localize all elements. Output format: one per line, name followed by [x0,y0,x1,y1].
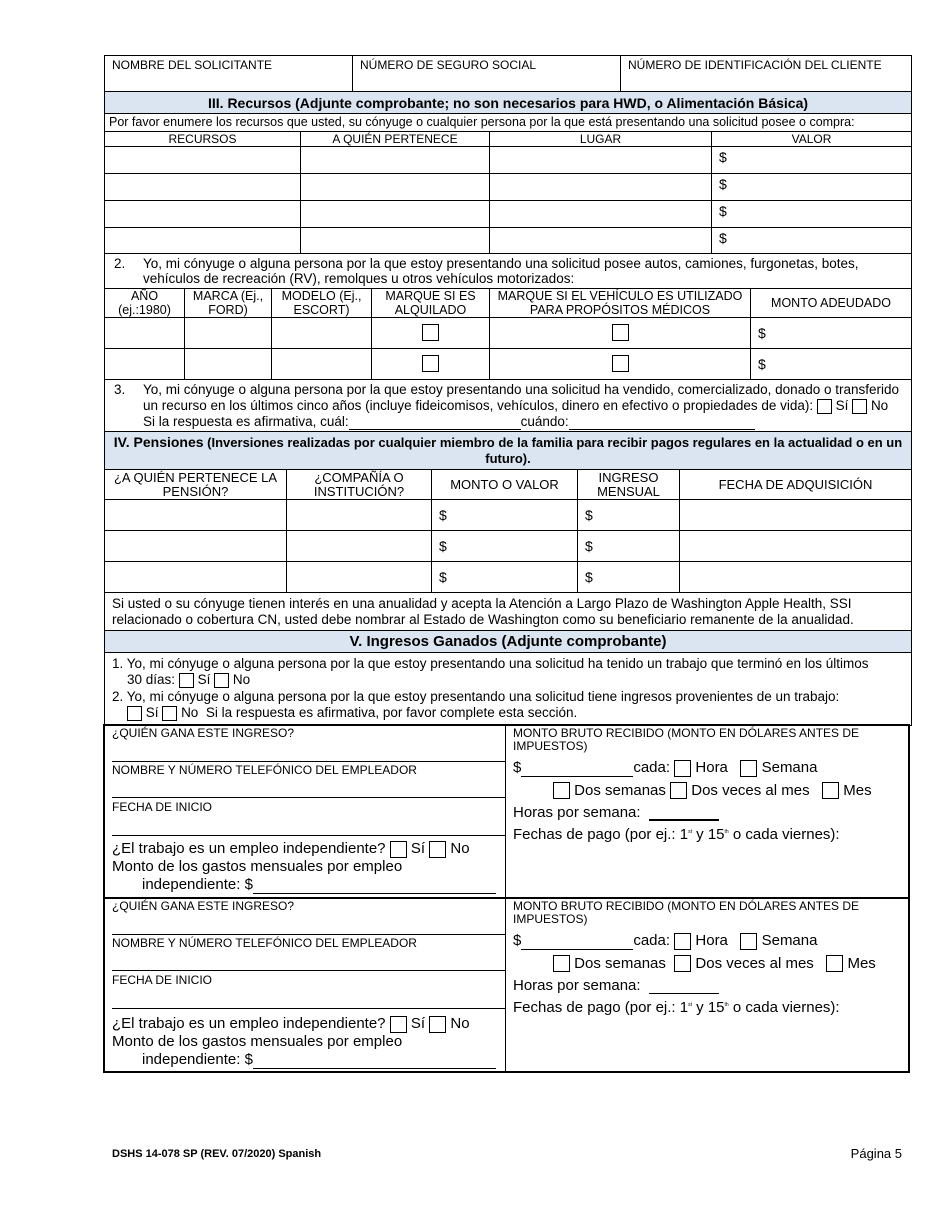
col-value: VALOR [712,132,912,147]
section3-title: III. Recursos (Adjunte comprobante; no son necesarios para HWD, o Alimentación Básica) [105,92,912,114]
s5-q2-cont: Si la respuesta es afirmativa, por favor complete esta sección. [205,705,578,720]
amount-cell[interactable] [432,562,578,593]
col-acquisition-date: FECHA DE ADQUISICIÓN [680,470,912,500]
biweekly-label: Dos semanas [574,954,666,972]
dollar-sign: $ [719,176,727,192]
s5-q2-no-checkbox[interactable] [162,706,177,721]
acquisition-date-cell[interactable] [680,531,912,562]
week-checkbox[interactable] [740,933,757,950]
q3-number: 3. [114,382,126,397]
gross-amount-label: MONTO BRUTO RECIBIDO (MONTO EN DÓLARES ANTES DE IMPUESTOS) [513,899,860,926]
pay-dates-label-c: o cada viernes): [728,999,840,1017]
year-cell[interactable] [105,318,185,349]
s5-q2-yes-checkbox[interactable] [127,706,142,721]
biweekly-label: Dos semanas [574,781,666,799]
q3-which-input[interactable] [349,415,521,430]
amount-owed-cell[interactable] [751,318,912,349]
table-row [105,500,912,531]
section5-title: V. Ingresos Ganados (Adjunte comprobante) [105,631,912,653]
pay-dates-label-b: y 15 [692,999,725,1017]
who-earns-label: ¿QUIÉN GANA ESTE INGRESO? [112,899,295,913]
col-monthly-income: INGRESO MENSUAL [578,470,680,500]
self-employed-no-checkbox[interactable] [429,841,446,858]
make-cell[interactable] [185,318,272,349]
hours-per-week-label: Horas por semana: [513,804,641,822]
self-employed-no-checkbox[interactable] [429,1016,446,1033]
pay-dates-sup-1: st [688,1002,692,1009]
monthly-income-cell[interactable] [578,562,680,593]
month-label: Mes [847,954,876,972]
q3-text: Yo, mi cónyuge o alguna persona por la que estoy presentando una solicitud ha vendido, comercializado, donado o transferido un recurso en los últimos cinco años (incluye fideicomisos, vehículos, dinero en efectivo o propiedades de vida): [143,382,900,413]
medical-checkbox[interactable] [612,355,629,372]
hour-checkbox[interactable] [674,933,691,950]
section5-questions [105,653,912,726]
twice-month-checkbox[interactable] [670,782,687,799]
section4-pensions-table [104,431,912,632]
table-row [105,174,912,201]
pay-dates-sup-2: th [724,1002,729,1009]
owner-cell[interactable] [301,201,490,228]
col-owner: A QUIÉN PERTENECE [301,132,490,147]
amount-cell[interactable] [432,531,578,562]
section4-title-bold: IV. Pensiones [113,434,204,450]
ssn-label: NÚMERO DE SEGURO SOCIAL [360,58,537,72]
dollar-sign: $ [758,325,766,341]
expenses-input[interactable] [253,1052,496,1069]
gross-dollar-sign: $ [513,932,522,949]
client-id-label: NÚMERO DE IDENTIFICACIÓN DEL CLIENTE [628,58,882,72]
month-checkbox[interactable] [826,955,843,972]
s5-q1-no-label: No [232,672,251,687]
expenses-label-2: independiente: $ [142,876,253,893]
who-earns-field[interactable] [112,726,505,762]
twice-month-label: Dos veces al mes [695,954,814,972]
value-cell[interactable] [712,147,912,174]
col-amount: MONTO O VALOR [432,470,578,500]
hour-label: Hora [695,759,728,776]
self-employed-no-label: No [450,840,470,857]
s5-q2-no-label: No [181,705,199,720]
resource-cell[interactable] [105,228,301,254]
earnings-left-col [105,726,506,897]
col-location: LUGAR [490,132,712,147]
transfer-question [105,380,912,433]
earnings-right-col [506,726,908,897]
pay-dates-row[interactable] [513,826,901,843]
dollar-sign: $ [439,569,447,585]
year-cell[interactable] [105,349,185,380]
monthly-income-cell[interactable] [578,500,680,531]
hours-row [513,977,901,994]
q3-yes-label: Sí [835,398,849,413]
q2-number: 2. [114,256,126,271]
hour-label: Hora [695,932,728,949]
earnings-left-col [105,899,506,1071]
employer-label: NOMBRE Y NÚMERO TELEFÓNICO DEL EMPLEADOR [112,763,417,777]
hours-per-week-label: Horas por semana: [513,977,641,995]
q3-no-label: No [870,398,889,413]
company-cell[interactable] [287,531,432,562]
leased-checkbox[interactable] [422,355,439,372]
earnings-right-col [506,899,908,1071]
frequency-row-2 [513,955,901,973]
earnings-block-1 [103,724,910,899]
resource-cell[interactable] [105,174,301,201]
company-cell[interactable] [287,562,432,593]
amount-owed-cell[interactable] [751,349,912,380]
dollar-sign: $ [719,149,727,165]
col-amount-owed: MONTO ADEUDADO [751,289,912,318]
owner-cell[interactable] [301,228,490,254]
q2-text: Yo, mi cónyuge o alguna persona por la que estoy presentando una solicitud posee autos, camiones, furgonetas, botes, vehículos de recreación (RV), remolques u otros vehículos motorizados: [143,256,859,286]
leased-cell [372,318,490,349]
section3-instructions: Por favor enumere los recursos que usted, su cónyuge o cualquier persona por la que está presentando una solicitud posee o compra: [105,114,912,132]
table-row [105,318,912,349]
hours-per-week-input[interactable] [649,978,719,994]
hour-checkbox[interactable] [674,760,691,777]
start-date-label: FECHA DE INICIO [112,973,213,987]
employer-label: NOMBRE Y NÚMERO TELEFÓNICO DEL EMPLEADOR [112,936,417,950]
col-model: MODELO (Ej., ESCORT) [272,289,372,318]
location-cell[interactable] [490,201,712,228]
medical-cell [490,349,751,380]
expenses-label-1: Monto de los gastos mensuales por empleo [112,1033,403,1050]
model-cell[interactable] [272,349,372,380]
q3-no-checkbox[interactable] [852,399,867,414]
amount-cell[interactable] [432,500,578,531]
employer-field[interactable] [112,936,505,971]
col-year: AÑO (ej.:1980) [105,289,185,318]
table-row [105,228,912,254]
col-pension-owner: ¿A QUIÉN PERTENECE LA PENSIÓN? [105,470,287,500]
q3-when-label: cuándo: [520,414,569,429]
owner-cell[interactable] [301,147,490,174]
self-employed-yes-label: Sí [410,840,426,857]
biweekly-checkbox[interactable] [553,955,570,972]
twice-month-checkbox[interactable] [674,955,691,972]
who-earns-label: ¿QUIÉN GANA ESTE INGRESO? [112,726,295,740]
dollar-sign: $ [439,538,447,554]
owner-cell[interactable] [301,174,490,201]
s5-q1-yes-label: Sí [197,672,211,687]
self-employed-yes-label: Sí [410,1015,426,1032]
twice-month-label: Dos veces al mes [691,781,810,799]
vehicles-table [104,253,912,380]
client-id-field[interactable] [621,56,912,92]
section3-resources-table [104,91,912,254]
location-cell[interactable] [490,228,712,254]
month-checkbox[interactable] [822,782,839,799]
col-company: ¿COMPAÑÍA O INSTITUCIÓN? [287,470,432,500]
ssn-field[interactable] [353,56,621,92]
s5-q1-yes-checkbox[interactable] [179,673,194,688]
biweekly-checkbox[interactable] [553,782,570,799]
each-label: cada: [633,759,671,776]
gross-amount-label: MONTO BRUTO RECIBIDO (MONTO EN DÓLARES ANTES DE IMPUESTOS) [513,726,860,753]
make-cell[interactable] [185,349,272,380]
resource-cell[interactable] [105,201,301,228]
pay-dates-sup-1: st [688,829,692,836]
gross-amount-input[interactable] [521,934,633,950]
value-cell[interactable] [712,228,912,254]
s5-q1-no-checkbox[interactable] [214,673,229,688]
expenses-label-1: Monto de los gastos mensuales por empleo [112,858,403,875]
table-row [105,201,912,228]
col-make: MARCA (Ej., FORD) [185,289,272,318]
frequency-row-2 [513,782,901,800]
acquisition-date-cell[interactable] [680,562,912,593]
leased-checkbox[interactable] [422,324,439,341]
s5-q2-yes-label: Sí [145,705,159,720]
hours-per-week-input[interactable] [649,804,719,821]
transfer-question-table [104,379,912,433]
earnings-block-2 [103,897,910,1073]
q3-when-input[interactable] [569,415,755,430]
s5-q1-text: 1. Yo, mi cónyuge o alguna persona por la que estoy presentando una solicitud ha tenido un trabajo que terminó en los últimos [112,656,869,671]
gross-amount-input[interactable] [521,761,633,777]
dollar-sign: $ [585,569,593,585]
pay-dates-label-a: Fechas de pago (por ej.: 1 [513,999,689,1017]
applicant-name-label: NOMBRE DEL SOLICITANTE [112,58,273,72]
self-employed-yes-checkbox[interactable] [390,841,407,858]
col-resources: RECURSOS [105,132,301,147]
table-row [105,349,912,380]
company-cell[interactable] [287,500,432,531]
header-table [104,55,912,92]
location-cell[interactable] [490,147,712,174]
self-employed-yes-checkbox[interactable] [390,1016,407,1033]
monthly-income-cell[interactable] [578,531,680,562]
page-number: Página 5 [850,1146,902,1161]
dollar-sign: $ [585,538,593,554]
start-date-field[interactable] [112,973,505,1009]
q3-which-label: Si la respuesta es afirmativa, cuál: [143,414,349,429]
resource-cell[interactable] [105,147,301,174]
model-cell[interactable] [272,318,372,349]
dollar-sign: $ [758,356,766,372]
dollar-sign: $ [719,230,727,246]
col-medical: MARQUE SI EL VEHÍCULO ES UTILIZADO PARA PROPÓSITOS MÉDICOS [490,289,751,318]
section4-title [105,432,912,470]
s5-q1-cont: 30 días: [127,672,176,687]
pay-dates-row[interactable] [513,999,901,1016]
gross-dollar-sign: $ [513,759,522,776]
self-employed-question: ¿El trabajo es un empleo independiente? [112,1015,386,1032]
each-label: cada: [633,932,671,949]
applicant-name-field[interactable] [105,56,353,92]
pension-owner-cell[interactable] [105,562,287,593]
leased-cell [372,349,490,380]
section5-table [104,630,912,726]
dollar-sign: $ [439,507,447,523]
pension-owner-cell[interactable] [105,500,287,531]
pay-dates-label-b: y 15 [692,826,725,844]
employer-field[interactable] [112,763,505,798]
vehicles-question [105,254,912,289]
dollar-sign: $ [719,203,727,219]
week-label: Semana [761,759,818,776]
medical-checkbox[interactable] [612,324,629,341]
expenses-label-2: independiente: $ [142,1051,253,1068]
expenses-input[interactable] [253,877,496,894]
acquisition-date-cell[interactable] [680,500,912,531]
month-label: Mes [843,781,872,799]
value-cell[interactable] [712,174,912,201]
who-earns-field[interactable] [112,899,505,935]
pay-dates-label-a: Fechas de pago (por ej.: 1 [513,826,689,844]
hours-row [513,804,901,821]
form-id: DSHS 14-078 SP (REV. 07/2020) Spanish [112,1148,322,1160]
frequency-row-1 [513,759,901,777]
frequency-row-1 [513,932,901,950]
table-row [105,147,912,174]
week-checkbox[interactable] [740,760,757,777]
pension-owner-cell[interactable] [105,531,287,562]
medical-cell [490,318,751,349]
section4-title-rest: (Inversiones realizadas por cualquier miembro de la familia para recibir pagos regulares en la actualidad o en un futuro). [207,435,903,466]
self-employed-group [112,840,505,894]
q3-yes-checkbox[interactable] [817,399,832,414]
start-date-label: FECHA DE INICIO [112,800,213,814]
s5-q2-text: 2. Yo, mi cónyuge o alguna persona por la que estoy presentando una solicitud tiene ingresos provenientes de un trabajo: [112,689,840,704]
annuity-note: Si usted o su cónyuge tienen interés en una anualidad y acepta la Atención a Largo Plazo de Washington Apple Health, SSI relacionado o cobertura CN, usted debe nombrar al Estado de Washington como su beneficiario remanente de la anualidad. [105,593,912,632]
table-row [105,531,912,562]
start-date-field[interactable] [112,800,505,836]
pay-dates-sup-2: th [724,829,729,836]
self-employed-no-label: No [450,1015,470,1032]
location-cell[interactable] [490,174,712,201]
pay-dates-label-c: o cada viernes): [728,826,840,844]
week-label: Semana [761,932,818,949]
col-leased: MARQUE SI ES ALQUILADO [372,289,490,318]
table-row [105,562,912,593]
value-cell[interactable] [712,201,912,228]
self-employed-group [112,1015,505,1069]
dollar-sign: $ [585,507,593,523]
self-employed-question: ¿El trabajo es un empleo independiente? [112,840,386,857]
